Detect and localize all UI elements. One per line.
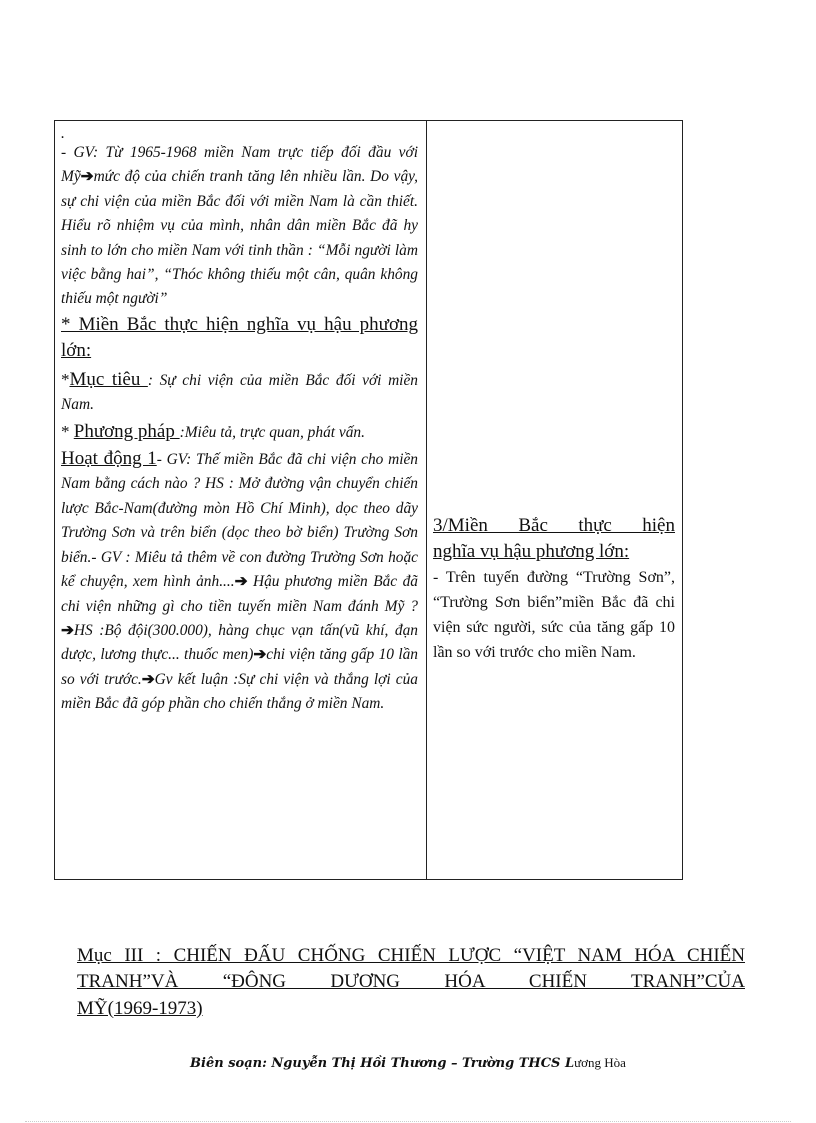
leading-dot: . [61,125,65,142]
objective-label: Mục tiêu [69,368,148,390]
activity-text-3: HS :Bộ đội(300.000), hàng chục vạn tấn(vũ khí, đạn dược, lương thực... thuốc men) [61,621,418,664]
arrow-right-icon: ➔ [61,621,74,639]
arrow-right-icon: ➔ [80,168,94,186]
arrow-right-icon: ➔ [141,670,155,688]
gv-intro-text: - GV: Từ 1965-1968 miền Nam trực tiếp đối đầu với Mỹ [61,144,418,186]
teacher-activity-column [55,121,427,879]
section-heading-line1: Mục III : CHIẾN ĐẤU CHỐNG CHIẾN LƯỢC “VIỆT NAM HÓA CHIẾN TRANH”VÀ “ĐÔNG DƯƠNG HÓA CHIẾN TRANH”CỦA [77,945,745,992]
section-3-block [433,513,675,665]
asterisk: * [61,369,70,389]
north-rear-heading [61,312,418,364]
page-footer [0,1055,816,1071]
objective-paragraph [61,368,418,418]
footer-school: ương Hòa [574,1055,626,1070]
content-table [54,120,683,880]
section-heading-line2: MỸ(1969-1973) [77,998,203,1019]
arrow-right-icon: ➔ [234,573,248,591]
gv-intro-rest: mức độ của chiến tranh tăng lên nhiều lần. Do vậy, sự chi viện của miền Bắc đối với miền Nam là cần thiết. Hiểu rõ nhiệm vụ của mình, nhân dân miền Bắc đã hy sinh to lớn cho miền Nam với tinh thần : “Mỗi người làm việc bằng hai”, “Thóc không thiếu một cân, quân không thiếu một người” [61,168,418,308]
asterisk: * [61,421,74,441]
activity-text-1: - GV: Thế miền Bắc đã chi viện cho miền Nam bằng cách nào ? HS : Mở đường vận chuyển chiến lược Bắc-Nam(đường mòn Hồ Chí Minh), dọc theo dãy Trường Sơn và trên biển (dọc theo bờ biển) Trường Sơn biển.- GV : Miêu tả thêm về con đường Trường Sơn hoặc kể chuyện, xem hình ảnh.... [61,451,418,591]
north-rear-heading-text: * Miền Bắc thực hiện nghĩa vụ hậu phương lớn: [61,313,418,361]
bottom-divider [25,1121,791,1122]
method-paragraph [61,420,418,445]
objective-text: : Sự chi viện của miền Bắc đối với miền Nam. [61,371,418,414]
activity-text-4: chi viện tăng gấp 10 lần so với trước. [61,646,418,688]
activity-paragraph [61,447,418,716]
arrow-right-icon: ➔ [253,646,267,664]
method-text: :Miêu tả, trực quan, phát vấn. [179,423,365,441]
section-3-title-line2: nghĩa vụ hậu phương lớn: [433,541,630,562]
gv-intro-paragraph [61,141,418,312]
activity-text-5: Gv kết luận :Sự chi viện và thắng lợi của miền Bắc đã góp phần cho chiến thắng ở miền Nam. [61,670,418,713]
method-label: Phương pháp [73,420,180,442]
footer-author: Biên soạn: Nguyễn Thị Hồi Thương – Trường THCS L [190,1056,575,1071]
content-column [427,121,682,879]
section-3-title-line1: 3/Miền Bắc thực hiện [433,515,675,536]
activity-label: Hoạt động 1 [61,448,157,470]
activity-text-2: Hậu phương miền Bắc đã chi viện những gì cho tiền tuyến miền Nam đánh Mỹ ? [61,573,418,615]
section-3-body: - Trên tuyến đường “Trường Sơn”, “Trường Sơn biển”miền Bắc đã chi viện sức người, sức của tăng gấp 10 lần so với trước cho miền Nam. [433,569,675,661]
